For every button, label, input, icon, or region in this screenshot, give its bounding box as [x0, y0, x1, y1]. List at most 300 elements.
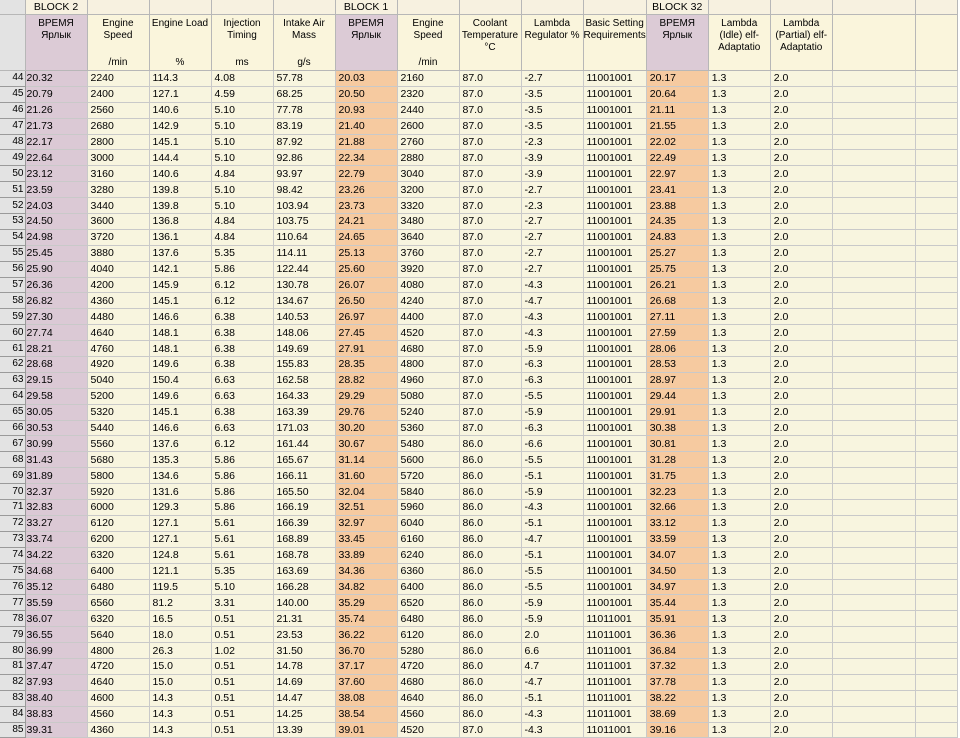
row-number[interactable]: 71 [0, 500, 25, 516]
table-cell[interactable]: 165.50 [273, 484, 335, 500]
table-cell[interactable]: 86.0 [459, 547, 521, 563]
empty-cell[interactable] [915, 404, 957, 420]
empty-cell[interactable] [832, 182, 915, 198]
table-cell[interactable]: 86.0 [459, 500, 521, 516]
table-cell[interactable]: 103.94 [273, 198, 335, 214]
table-cell[interactable]: 30.53 [25, 420, 87, 436]
table-row[interactable] [0, 293, 957, 309]
table-cell[interactable]: 4480 [87, 309, 149, 325]
table-row[interactable] [0, 531, 957, 547]
table-cell[interactable]: 86.0 [459, 579, 521, 595]
table-cell[interactable]: 26.36 [25, 277, 87, 293]
table-row[interactable] [0, 468, 957, 484]
empty-cell[interactable] [915, 627, 957, 643]
table-cell[interactable]: 130.78 [273, 277, 335, 293]
table-cell[interactable]: 5720 [397, 468, 459, 484]
table-cell[interactable]: 1.3 [708, 372, 770, 388]
row-number[interactable]: 73 [0, 531, 25, 547]
row-number[interactable]: 59 [0, 309, 25, 325]
table-cell[interactable]: 5.86 [211, 261, 273, 277]
table-cell[interactable]: 34.22 [25, 547, 87, 563]
table-cell[interactable]: -2.7 [521, 261, 583, 277]
table-cell[interactable]: 4080 [397, 277, 459, 293]
table-cell[interactable]: 87.0 [459, 277, 521, 293]
empty-cell[interactable] [915, 214, 957, 230]
table-cell[interactable]: 28.97 [646, 372, 708, 388]
table-cell[interactable]: 0.51 [211, 627, 273, 643]
table-cell[interactable]: 86.0 [459, 643, 521, 659]
table-cell[interactable]: 11001001 [583, 341, 646, 357]
table-cell[interactable]: 11001001 [583, 468, 646, 484]
table-cell[interactable]: -5.1 [521, 690, 583, 706]
table-cell[interactable]: 124.8 [149, 547, 211, 563]
table-cell[interactable]: -2.7 [521, 71, 583, 87]
empty-cell[interactable] [832, 102, 915, 118]
table-cell[interactable]: 119.5 [149, 579, 211, 595]
table-cell[interactable]: 6320 [87, 547, 149, 563]
table-cell[interactable]: 166.28 [273, 579, 335, 595]
table-cell[interactable]: 2.0 [770, 547, 832, 563]
table-cell[interactable]: 87.0 [459, 341, 521, 357]
table-cell[interactable]: 27.59 [646, 325, 708, 341]
table-cell[interactable]: 38.54 [335, 706, 397, 722]
table-cell[interactable]: 2.0 [770, 706, 832, 722]
table-cell[interactable]: 2.0 [770, 118, 832, 134]
table-cell[interactable]: 22.97 [646, 166, 708, 182]
table-cell[interactable]: 34.97 [646, 579, 708, 595]
table-cell[interactable]: 146.6 [149, 309, 211, 325]
table-cell[interactable]: -2.7 [521, 229, 583, 245]
table-cell[interactable]: 35.74 [335, 611, 397, 627]
table-cell[interactable]: 4.84 [211, 214, 273, 230]
table-cell[interactable]: 1.3 [708, 531, 770, 547]
table-cell[interactable]: 6360 [397, 563, 459, 579]
table-cell[interactable]: 2.0 [770, 468, 832, 484]
table-cell[interactable]: -3.5 [521, 118, 583, 134]
table-cell[interactable]: 18.0 [149, 627, 211, 643]
table-cell[interactable]: 34.36 [335, 563, 397, 579]
table-cell[interactable]: 87.0 [459, 166, 521, 182]
table-cell[interactable]: 11001001 [583, 500, 646, 516]
empty-cell[interactable] [915, 674, 957, 690]
empty-cell[interactable] [832, 150, 915, 166]
table-cell[interactable]: 26.82 [25, 293, 87, 309]
table-cell[interactable]: 92.86 [273, 150, 335, 166]
table-cell[interactable]: 87.92 [273, 134, 335, 150]
empty-cell[interactable] [915, 690, 957, 706]
table-cell[interactable]: 2.0 [521, 627, 583, 643]
table-cell[interactable]: 121.1 [149, 563, 211, 579]
empty-cell[interactable] [915, 722, 957, 738]
empty-cell[interactable] [832, 468, 915, 484]
table-cell[interactable]: 2.0 [770, 229, 832, 245]
table-cell[interactable]: 87.0 [459, 357, 521, 373]
table-cell[interactable]: 36.84 [646, 643, 708, 659]
table-cell[interactable]: 35.59 [25, 595, 87, 611]
table-cell[interactable]: 22.79 [335, 166, 397, 182]
table-cell[interactable]: 20.64 [646, 86, 708, 102]
table-cell[interactable]: 5.35 [211, 563, 273, 579]
table-cell[interactable]: 22.49 [646, 150, 708, 166]
table-cell[interactable]: 32.97 [335, 515, 397, 531]
table-cell[interactable]: 86.0 [459, 563, 521, 579]
table-cell[interactable]: 148.1 [149, 341, 211, 357]
table-cell[interactable]: 2.0 [770, 293, 832, 309]
table-cell[interactable]: 6400 [397, 579, 459, 595]
table-cell[interactable]: 39.01 [335, 722, 397, 738]
table-cell[interactable]: 5.10 [211, 198, 273, 214]
row-number[interactable]: 76 [0, 579, 25, 595]
table-cell[interactable]: 21.11 [646, 102, 708, 118]
table-cell[interactable]: 23.26 [335, 182, 397, 198]
row-number[interactable]: 72 [0, 515, 25, 531]
table-cell[interactable]: 39.16 [646, 722, 708, 738]
table-cell[interactable]: 1.3 [708, 71, 770, 87]
row-number[interactable]: 70 [0, 484, 25, 500]
table-cell[interactable]: 4.84 [211, 166, 273, 182]
table-cell[interactable]: 24.50 [25, 214, 87, 230]
table-cell[interactable]: 11001001 [583, 420, 646, 436]
table-cell[interactable]: 4520 [397, 325, 459, 341]
table-cell[interactable]: 20.03 [335, 71, 397, 87]
table-cell[interactable]: 5600 [397, 452, 459, 468]
table-cell[interactable]: 33.74 [25, 531, 87, 547]
table-cell[interactable]: 32.23 [646, 484, 708, 500]
table-cell[interactable]: 3920 [397, 261, 459, 277]
table-cell[interactable]: 4720 [87, 658, 149, 674]
table-cell[interactable]: 2240 [87, 71, 149, 87]
table-cell[interactable]: 149.6 [149, 388, 211, 404]
table-cell[interactable]: 25.27 [646, 245, 708, 261]
row-number[interactable]: 47 [0, 118, 25, 134]
table-cell[interactable]: -5.1 [521, 468, 583, 484]
column-header[interactable] [273, 15, 335, 71]
empty-cell[interactable] [832, 325, 915, 341]
table-cell[interactable]: 6160 [397, 531, 459, 547]
table-cell[interactable]: 1.3 [708, 214, 770, 230]
empty-cell[interactable] [832, 452, 915, 468]
row-number[interactable]: 45 [0, 86, 25, 102]
table-cell[interactable]: -3.9 [521, 150, 583, 166]
table-cell[interactable]: 86.0 [459, 436, 521, 452]
table-cell[interactable]: 24.83 [646, 229, 708, 245]
table-cell[interactable]: 25.13 [335, 245, 397, 261]
table-cell[interactable]: 140.6 [149, 166, 211, 182]
table-row[interactable] [0, 500, 957, 516]
table-cell[interactable]: 1.3 [708, 357, 770, 373]
table-cell[interactable]: 3200 [397, 182, 459, 198]
table-cell[interactable]: 15.0 [149, 674, 211, 690]
table-cell[interactable]: 33.27 [25, 515, 87, 531]
table-cell[interactable]: 5.86 [211, 452, 273, 468]
table-cell[interactable]: 1.3 [708, 595, 770, 611]
table-cell[interactable]: 20.93 [335, 102, 397, 118]
table-cell[interactable]: 35.29 [335, 595, 397, 611]
table-cell[interactable]: 11001001 [583, 404, 646, 420]
table-cell[interactable]: 36.07 [25, 611, 87, 627]
table-cell[interactable]: 5840 [397, 484, 459, 500]
column-header[interactable] [149, 15, 211, 71]
empty-cell[interactable] [915, 309, 957, 325]
table-cell[interactable]: 1.3 [708, 690, 770, 706]
empty-cell[interactable] [832, 293, 915, 309]
table-cell[interactable]: 2.0 [770, 261, 832, 277]
table-cell[interactable]: 149.6 [149, 357, 211, 373]
table-cell[interactable]: 13.39 [273, 722, 335, 738]
table-cell[interactable]: 11011001 [583, 690, 646, 706]
empty-cell[interactable] [915, 372, 957, 388]
table-row[interactable] [0, 643, 957, 659]
table-cell[interactable]: 1.3 [708, 134, 770, 150]
table-cell[interactable]: 145.9 [149, 277, 211, 293]
table-row[interactable] [0, 277, 957, 293]
table-cell[interactable]: 2.0 [770, 134, 832, 150]
column-header[interactable] [25, 15, 87, 71]
empty-cell[interactable] [832, 134, 915, 150]
row-number[interactable]: 56 [0, 261, 25, 277]
table-cell[interactable]: -4.7 [521, 674, 583, 690]
table-cell[interactable]: 2.0 [770, 214, 832, 230]
table-cell[interactable]: 2600 [397, 118, 459, 134]
table-row[interactable] [0, 309, 957, 325]
empty-cell[interactable] [832, 420, 915, 436]
table-cell[interactable]: 6.38 [211, 341, 273, 357]
table-cell[interactable]: 11011001 [583, 611, 646, 627]
table-cell[interactable]: 6.63 [211, 372, 273, 388]
table-cell[interactable]: -4.7 [521, 531, 583, 547]
table-cell[interactable]: 86.0 [459, 627, 521, 643]
table-cell[interactable]: 5.10 [211, 134, 273, 150]
table-cell[interactable]: 148.1 [149, 325, 211, 341]
row-number[interactable]: 81 [0, 658, 25, 674]
table-cell[interactable]: 24.21 [335, 214, 397, 230]
column-header[interactable] [583, 15, 646, 71]
table-cell[interactable]: 1.3 [708, 484, 770, 500]
table-cell[interactable]: 16.5 [149, 611, 211, 627]
table-cell[interactable]: 140.6 [149, 102, 211, 118]
table-cell[interactable]: 6120 [397, 627, 459, 643]
row-number[interactable]: 62 [0, 357, 25, 373]
empty-cell[interactable] [832, 388, 915, 404]
table-cell[interactable]: 2.0 [770, 86, 832, 102]
table-row[interactable] [0, 214, 957, 230]
table-row[interactable] [0, 706, 957, 722]
table-cell[interactable]: 4.59 [211, 86, 273, 102]
empty-cell[interactable] [915, 563, 957, 579]
table-cell[interactable]: 98.42 [273, 182, 335, 198]
table-cell[interactable]: 24.35 [646, 214, 708, 230]
table-cell[interactable]: 34.07 [646, 547, 708, 563]
row-number[interactable]: 66 [0, 420, 25, 436]
table-cell[interactable]: 3480 [397, 214, 459, 230]
empty-cell[interactable] [832, 500, 915, 516]
table-cell[interactable]: 87.0 [459, 198, 521, 214]
table-cell[interactable]: 0.51 [211, 611, 273, 627]
table-cell[interactable]: 68.25 [273, 86, 335, 102]
table-cell[interactable]: 5560 [87, 436, 149, 452]
table-cell[interactable]: 11001001 [583, 150, 646, 166]
table-cell[interactable]: 87.0 [459, 182, 521, 198]
empty-cell[interactable] [915, 134, 957, 150]
table-cell[interactable]: 26.07 [335, 277, 397, 293]
table-cell[interactable]: -4.3 [521, 325, 583, 341]
empty-cell[interactable] [832, 404, 915, 420]
empty-cell[interactable] [915, 357, 957, 373]
table-cell[interactable]: 34.50 [646, 563, 708, 579]
table-cell[interactable]: 4600 [87, 690, 149, 706]
table-cell[interactable]: 0.51 [211, 722, 273, 738]
table-cell[interactable]: 87.0 [459, 722, 521, 738]
empty-cell[interactable] [915, 182, 957, 198]
table-cell[interactable]: 32.66 [646, 500, 708, 516]
empty-cell[interactable] [915, 595, 957, 611]
table-cell[interactable]: -5.5 [521, 563, 583, 579]
empty-cell[interactable] [832, 515, 915, 531]
table-cell[interactable]: 87.0 [459, 150, 521, 166]
empty-cell[interactable] [832, 198, 915, 214]
table-cell[interactable]: 15.0 [149, 658, 211, 674]
table-cell[interactable]: 134.67 [273, 293, 335, 309]
table-cell[interactable]: 38.69 [646, 706, 708, 722]
table-cell[interactable]: 137.6 [149, 436, 211, 452]
table-cell[interactable]: 149.69 [273, 341, 335, 357]
table-cell[interactable]: 4.84 [211, 229, 273, 245]
table-cell[interactable]: -4.3 [521, 277, 583, 293]
table-cell[interactable]: 11001001 [583, 515, 646, 531]
table-cell[interactable]: 3760 [397, 245, 459, 261]
table-cell[interactable]: 35.12 [25, 579, 87, 595]
table-cell[interactable]: 1.3 [708, 182, 770, 198]
table-cell[interactable]: 1.3 [708, 166, 770, 182]
table-cell[interactable]: 31.14 [335, 452, 397, 468]
table-cell[interactable]: 137.6 [149, 245, 211, 261]
table-cell[interactable]: 27.91 [335, 341, 397, 357]
table-cell[interactable]: 6560 [87, 595, 149, 611]
table-cell[interactable]: 2.0 [770, 500, 832, 516]
table-row[interactable] [0, 357, 957, 373]
table-cell[interactable]: 25.90 [25, 261, 87, 277]
table-cell[interactable]: -3.9 [521, 166, 583, 182]
table-cell[interactable]: 87.0 [459, 420, 521, 436]
table-cell[interactable]: 21.55 [646, 118, 708, 134]
table-cell[interactable]: 1.3 [708, 229, 770, 245]
column-header[interactable] [459, 15, 521, 71]
table-cell[interactable]: 31.50 [273, 643, 335, 659]
table-cell[interactable]: 166.39 [273, 515, 335, 531]
table-cell[interactable]: 14.69 [273, 674, 335, 690]
table-cell[interactable]: 5200 [87, 388, 149, 404]
table-cell[interactable]: 4040 [87, 261, 149, 277]
row-number[interactable]: 50 [0, 166, 25, 182]
table-cell[interactable]: 33.45 [335, 531, 397, 547]
empty-cell[interactable] [832, 674, 915, 690]
table-cell[interactable]: 11001001 [583, 277, 646, 293]
table-cell[interactable]: 35.44 [646, 595, 708, 611]
table-cell[interactable]: -2.3 [521, 198, 583, 214]
table-cell[interactable]: 5.10 [211, 150, 273, 166]
table-cell[interactable]: 4520 [397, 722, 459, 738]
table-cell[interactable]: 4640 [87, 674, 149, 690]
table-row[interactable] [0, 134, 957, 150]
table-cell[interactable]: 11001001 [583, 388, 646, 404]
empty-cell[interactable] [832, 277, 915, 293]
table-cell[interactable]: 4560 [397, 706, 459, 722]
table-cell[interactable]: 20.17 [646, 71, 708, 87]
table-cell[interactable]: 38.08 [335, 690, 397, 706]
table-cell[interactable]: 4360 [87, 293, 149, 309]
table-cell[interactable]: 6.12 [211, 293, 273, 309]
table-cell[interactable]: 2.0 [770, 531, 832, 547]
table-cell[interactable]: 2320 [397, 86, 459, 102]
table-cell[interactable]: 5920 [87, 484, 149, 500]
table-cell[interactable]: 27.30 [25, 309, 87, 325]
table-cell[interactable]: 127.1 [149, 86, 211, 102]
table-cell[interactable]: 2760 [397, 134, 459, 150]
table-cell[interactable]: 2.0 [770, 690, 832, 706]
table-cell[interactable]: 11011001 [583, 674, 646, 690]
table-cell[interactable]: -5.1 [521, 547, 583, 563]
table-cell[interactable]: 36.55 [25, 627, 87, 643]
table-cell[interactable]: 144.4 [149, 150, 211, 166]
table-row[interactable] [0, 166, 957, 182]
table-cell[interactable]: 87.0 [459, 118, 521, 134]
table-cell[interactable]: 136.1 [149, 229, 211, 245]
table-cell[interactable]: 1.3 [708, 293, 770, 309]
table-cell[interactable]: 36.99 [25, 643, 87, 659]
table-cell[interactable]: 37.17 [335, 658, 397, 674]
empty-cell[interactable] [915, 420, 957, 436]
table-cell[interactable]: 38.40 [25, 690, 87, 706]
table-cell[interactable]: 150.4 [149, 372, 211, 388]
table-cell[interactable]: 34.82 [335, 579, 397, 595]
table-cell[interactable]: 77.78 [273, 102, 335, 118]
table-cell[interactable]: 28.21 [25, 341, 87, 357]
table-cell[interactable]: 29.76 [335, 404, 397, 420]
table-cell[interactable]: 2.0 [770, 182, 832, 198]
table-cell[interactable]: 5640 [87, 627, 149, 643]
table-row[interactable] [0, 595, 957, 611]
table-cell[interactable]: 2.0 [770, 722, 832, 738]
table-cell[interactable]: 1.3 [708, 643, 770, 659]
table-cell[interactable]: 1.3 [708, 500, 770, 516]
column-header[interactable] [708, 15, 770, 71]
table-cell[interactable]: 14.25 [273, 706, 335, 722]
table-cell[interactable]: 4760 [87, 341, 149, 357]
table-cell[interactable]: 21.88 [335, 134, 397, 150]
table-cell[interactable]: 1.3 [708, 341, 770, 357]
table-cell[interactable]: 32.04 [335, 484, 397, 500]
table-cell[interactable]: 131.6 [149, 484, 211, 500]
table-cell[interactable]: -4.3 [521, 500, 583, 516]
table-cell[interactable]: 11001001 [583, 182, 646, 198]
table-cell[interactable]: 2.0 [770, 372, 832, 388]
table-cell[interactable]: -4.3 [521, 706, 583, 722]
table-cell[interactable]: 6520 [397, 595, 459, 611]
table-cell[interactable]: 4560 [87, 706, 149, 722]
table-cell[interactable]: 28.68 [25, 357, 87, 373]
row-number[interactable]: 79 [0, 627, 25, 643]
table-cell[interactable]: 5320 [87, 404, 149, 420]
table-cell[interactable]: 1.3 [708, 579, 770, 595]
empty-cell[interactable] [832, 658, 915, 674]
table-cell[interactable]: 1.3 [708, 627, 770, 643]
table-cell[interactable]: 103.75 [273, 214, 335, 230]
table-cell[interactable]: 26.50 [335, 293, 397, 309]
table-cell[interactable]: 11001001 [583, 166, 646, 182]
table-cell[interactable]: 1.3 [708, 722, 770, 738]
table-cell[interactable]: 11001001 [583, 309, 646, 325]
table-cell[interactable]: 0.51 [211, 674, 273, 690]
